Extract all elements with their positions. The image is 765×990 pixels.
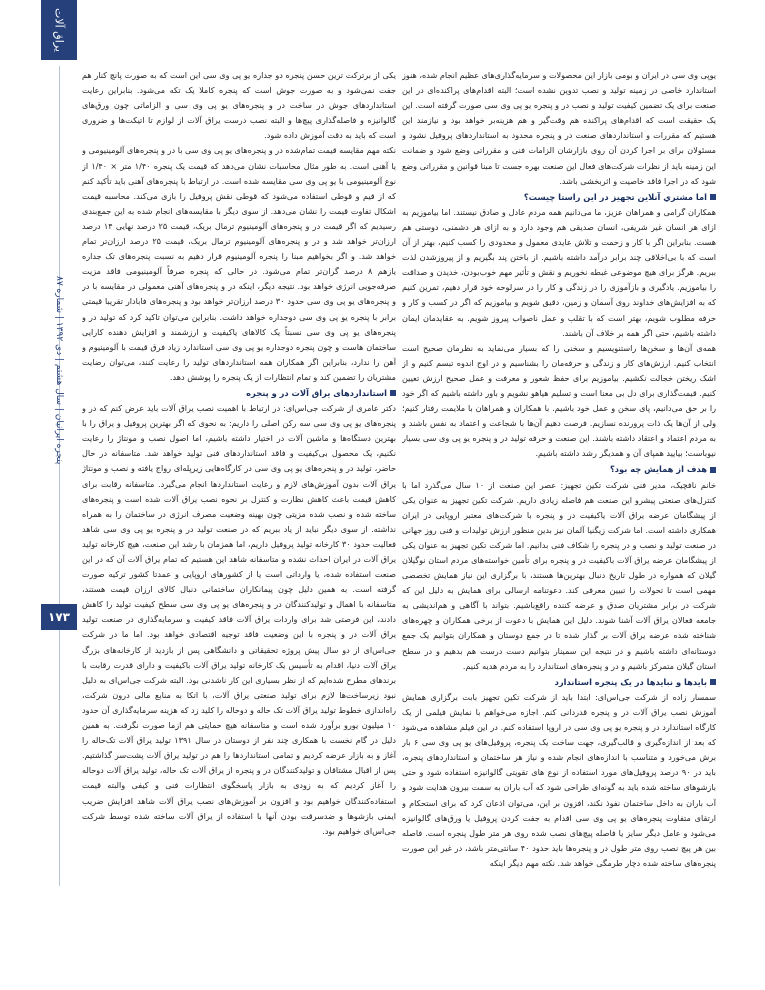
section-tab-label: یراق آلات (52, 8, 66, 52)
body-paragraph: یوپی وی سی در ایران و بومی بازار این محصولات و سرمایه‌گذاری‌های عظیم انجام شده، هنوز استاندارد خاصی در زمینه تولید و نصب تدوین نشده است؛ البته اقدام‌های پراکنده‌ای در این صنعت برای یک تضمین کیفیت تولید و نصب در و پنجره یو پی وی سی صورت گرفته است. این یک حقیقت است که اقدام‌های پراکنده هم وقت‌گیر و هم هزینه‌بر خواهد بود و نیازمند این هستیم که مقررات و استانداردهای صنعت در و پنجره محدود به استانداردهای پروفیل نشود و مسئولان برای بر اجرا کردن آن روی بازارشان الزامات فنی و مقرراتی وضع شود و ضمانت این زمینه باید از نظرات شرکت‌های فعال این صنعت بهره جست تا مبنا قوانین و مقرراتی وضع شود که در اجرا فاقد خاصیت و اثربخشی باشد. (402, 70, 716, 186)
square-bullet-icon (710, 194, 716, 200)
body-paragraph: دکتر عامری از شرکت جی‌اس‌ای: در ارتباط با اهمیت نصب یراق آلات باید عرض کنم که در و پنجره‌های یو پی وی سی سه رکن اصلی را داریم: به نحوی که اگر بهترین پروفیل و یراق را با بهترین دستگاه‌ها و ماشین آلات در اختیار داشته باشیم، اما اصول نصب و مونتاژ را رعایت نکنیم، یک محصول بی‌کیفیت و فاقد استانداردهای فنی تولید خواهد شد. متاسفانه در حال حاضر، تولید در و پنجره‌های یو پی وی سی در کارگاه‌هایی زیرپله‌ای رواج یافته و نصب و مونتاژ یراق آلات بدون آموزش‌های لازم و رعایت استانداردها انجام می‌گیرد. متاسفانه رقابت برای کاهش قیمت باعث کاهش نظارت و کنترل بر نحوه نصب یراق آلات شده است و پنجره‌های ساخته شده و نصب شده مزیتی چون بهینه وضعیت مصرف انرژی در ساختمان را به همراه نداشته. از سوی دیگر نباید از یاد ببریم که در صنعت تولید در و پنجره یو پی وی سی شاهد فعالیت حدود ۳۰ کارخانه تولید پروفیل داریم، اما همزمان با رشد این صنعت، هیچ کارخانه تولید یراق آلات در ایران احداث نشده و متاسفانه شاهد این هستیم که تمام یراق آلات آن که در این صنعت استفاده شده، یا وارداتی است یا از کشورهای اروپایی و عمدتا کشور ترکیه صورت گرفته است. به همین دلیل چون پیمانکاران ساختمانی دنبال کالای ارزان قیمت هستند، متاسفانه با اهمال و تولیدکنندگان در و پنجره‌های یو پی وی سی سطح کیفیت تولید را کاهش دادند، این فرصتی شد برای واردات یراق آلات فاقد کیفیت و سرمایه‌گذاری در صنعت تولید یراق آلات در و پنجره با این وضعیت فاقد توجیه اقتصادی خواهد بود. اما ما در شرکت جی‌اس‌ای از دو سال پیش پروژه تحقیقاتی و دانشگاهی پس از بازدید از کارخانه‌های بزرگ یراق آلات دنیا، اقدام به تأسیس یک کارخانه تولید یراق آلات باکیفیت و دارای قدرت رقابت با برندهای مطرح شده‌ایم که از نظر بسیاری این کار ناشدنی بود. البته شرکت جی‌اس‌ای به دلیل نبود زیرساخت‌ها لازم برای تولید صنعتی یراق آلات، با اتکا به منابع مالی درون شرکت، راه‌اندازی خطوط تولید یراق آلات تک حاله و دوحاله را کلید زد که هزینه سرمایه‌گذاری آن حدود ۱۰ میلیون یورو برآورد شده است و متاسفانه هیچ حمایتی هم ازما صورت نگرفت. به همین دلیل در گام نخست با همکاری چند نفر از دوستان در سال ۱۳۹۱ تولید یراق آلات تک‌حاله را آغاز و به بازار عرضه کردیم و تمامی استانداردها را هم در تولید یراق آلات پشت‌سر گذاشتیم. پس از اقبال مشتاقان و تولیدکنندگان در و پنجره از یراق آلات تک حاله، تولید یراق آلات دوحاله را آغاز کردیم که به زودی به بازار پاسخگوی انتظارات فنی و کیفی والبته قیمت استفاده‌کنندگان خواهیم بود و افزون بر آموزش‌های نصب یراق آلات شاهد افزایش ضریب ایمنی بازشوها و ضدسرقت بودن آنها با استفاده از یراق آلات ساخته شده توسط شرکت جی‌اس‌ای خواهیم بود. (82, 403, 396, 836)
section-heading-text: اما مشتریِ آنلاین تجهیز در این راستا چیست؟ (523, 191, 707, 202)
section-heading-text: هدف از همایش چه بود؟ (609, 464, 707, 475)
body-paragraph: همکاران گرامی و همراهان عزیز، ما می‌دانیم همه مردم عادل و صادق نیستند. اما بیاموزیم به ازای هر انسان غیر شریفی، انسان صدیقی هم وجود دارد و به ازای هر دشمنی، دوستی هم هست. بنابراین اگر با کار و زحمت و تلاش عایدی معمول و محدودی را کسب کنیم، بهتر از آن است که با بی‌اخلاقی چند برابر درآمد داشته باشیم. از باختن پند بگیریم و از پیروزشدن لذت ببریم. هرگز برای هیچ موضوعی غبطه نخوریم و نقش و تأثیر مهم خوب‌بودن، خدیدن و صداقت را بیاموزیم. یادگیری و بازآموزی را در زندگی و کار را در سرلوحه خود قرار دهیم، تمرین کنیم که به افزایش‌های خداوند روی آسمان و زمین، دقیق شویم و بیاموزیم که اگر در کسب و کار و حرفه مطلوب شویم، بهتر است که با تقلب و عمل ناصواب پیروز شویم. به عقایدمان ایمان داشته باشیم، حتی اگر همه بر خلاف آن باشند. (402, 206, 716, 338)
article-column-left (82, 68, 396, 928)
section-heading-text: بایدها و نبایدها در یک پنجره استاندارد (554, 676, 707, 687)
body-paragraph: خانم نافچیک، مدیر فنی شرکت تکین تجهیز: عصر این صنعت از ۱۰ سال می‌گذرد اما با کنترل‌های صنعتی پیشرو این صنعت هم فاصله زیادی داریم. شرکت تکین تجهیز به عنوان یکی از پیشگامان عرضه یراق آلات یاکیفیت در و پنجره با شرکت‌های معتبر اروپایی در ایران همکاری داشته است. اما شرکت زیگنیا آلمان نیز بدین منظور ارزش تولیدات و فنی روز جهانی در صنعت تولید و نصب و در پنجره را شکاف فنی بدانیم. اما شرکت تکین تجهیز به عنوان یکی از پیشگامان عرضه یراق آلات باکیفیت در و پنجره برای تأمین خواسته‌های مردم استان نوگیلان گیلان که همواره در طول تاریخ دنبال بهترین‌ها هستند، با برگزاری این نیاز همایش تخصصی مهمی است تا تحولات را تبیین معرفی کند. دعوتنامه ارسالی برای همایش به دلیل این که شرکت در برابر مشتریان صدق و عرضه کننده راقع‌باشیم. بتواند با آگاهی و هم‌اندیشی به جامعه فعالان یراق آلات آشنا شوند. دلیل این همایش با دعوت از برخی همکاران و چهره‌های شناخته شده عرضه یراق آلات بر گذار شده تا در جمع دوستان و همکاران بتوانیم یک جمع دوستانه‌ای داشته باشیم و در نتیجه این سمینار بتوانیم دست درست هم بدهیم و در سطح استان گیلان متمرکز باشیم و در و پنجره‌های استاندارد را به مردم هدیه کنیم. (402, 479, 716, 671)
body-paragraph: سمسار زاده از شرکت جی‌اس‌ای: ابتدا باید از شرکت تکین تجهیز بابت برگزاری همایش آموزش نصب یراق آلات در و پنجره قدردانی کنم. اجازه می‌خواهم با نمایش فیلمی از یک کارگاه استاندارد در و پنجره یو پی وی سی در اروپا استفاده کنم. در این فیلم مشاهده می‌شود که بعد از اندازه‌گیری و قالب‌گیری، جهت ساخت یک پنجره، پروفیل‌های یو پی وی سی ۶ بار برش می‌خورد و متناسب با اندازه‌های انجام شده و نیاز هر ساختمان و استانداردهای پنجره، باید در ۹۰ درصد پروفیل‌های مورد استفاده از نوع های تقویتی گالوانیزه استفاده شود و حتی بازشوهای ساخته شده باید به گونه‌ای طراحی شود که آب باران به سمت بیرون هدایت شود و آب باران به داخل ساختمان نفوذ نکند، افزون بر این، می‌توان اذعان کرد که برای استحکام و ارتقای متفاوت پنجره‌های یو پی وی سی اقدام به جفت کردن پروفیل یا ورق‌های گالوانیزه می‌شود و عامل دیگر سایز یا فاصله پیچ‌های نصب شده روی هر متر طول پنجره است. فاصله بین هر پیچ نصب روی متر طول در و پنجره‌ها باید حدود ۴۰ سانتی‌متر باشد، در غیر این صورت پنجره‌های ساخته شده دچار طرمگی خواهد شد. نکته مهم دیگر اینکه (402, 691, 716, 868)
body-paragraph: یکی از برترکت ترین حسن پنجره دو جداره یو پی وی سی این است که به صورت پانچ کنار هم جفت نمی‌شود و به صورت جوش است که پنجره کاملا یک تکه می‌شود. بنابراین رعایت استانداردهای جوش در ساخت در و پنجره‌های یو پی وی سی و الزاماتی چون ورق‌های گالوانیزه و فاصله‌گذاری پیچ‌ها و البته نصب درست یراق آلات از لوازم تا اتیکت‌ها و ضروری است که باید به دقت آموزش داده شود. (82, 70, 396, 141)
square-bullet-icon (710, 679, 716, 685)
square-bullet-icon (390, 390, 396, 396)
section-heading (402, 675, 716, 690)
body-paragraph: همه‌ی آن‌ها و سخن‌ها راستنویسیم و سخنی را که بسیار می‌نماید به نظرمان صحیح است انتخاب کنیم. ارزش‌های کار و زندگی و حرفه‌مان را بشناسیم و در اوج اندوه تبسم کنیم و از اشک ریختن خجالت نکشیم. بیاموزیم برای حفظ شعور و معرفت و عمل صحیح ارزش تعیین کنیم. قیمت‌گذاری برای دل بی معنا است و تسلیم هیاهو نشویم و باور داشته باشیم که اگر خود را بر حق می‌دانیم، پای سخن و عمل خود باشیم. با همکاران و همراهان با ملایمت رفتار کنیم؛ ولی از آن‌ها یک ذات پرورنده نسازیم. فرصت دهیم آن‌ها با شجاعت و اعتماد به نفس باشند و به مردم اعتماد و اعتقاد داشته باشند. این صنعت و حرفه تولید در و پنجره یو پی وی سی بسیار نیوباست؛ بیایید همپای آن و همدیگر رشد داشته باشیم. (402, 342, 716, 459)
page-number: ۱۷۳ (41, 604, 77, 630)
running-head (47, 140, 71, 600)
section-tab (41, 0, 77, 60)
body-paragraph: نکته مهم مقایسه قیمت تمام‌شده در و پنجره‌های یو پی وی سی با در و پنجره‌های آلومینیومی و یا آهنی است. به طور مثال محاسبات نشان می‌دهد که قیمت یک پنجره ۱/۴۰ متر × ۱/۴۰ از نوع آلومینیومی با یو پی وی سی مقایسه شده است. در ارتباط با پنجره‌های آهنی باید تأکید کنم که از قیم و قوطی استفاده می‌شود که قوطی نقش پروفیل را بازی می‌کند. محاسبه قیمت اشکال تفاوت قیمت را نشان می‌دهد. از سوی دیگر با مقایسه‌های انجام شده به این جمع‌بندی رسیدیم که اگر قیمت در و پنجره‌های آلومینیوم ترمال بریک، قیمت ۲۵ درصد نهایی ۱۴ درصد ارزان‌تر خواهد شد و در و پنجره‌های آلومینیوم ترمال بریک، قیمت ۲۵ درصد ارزان‌تر تمام خواهد شد. و اگر بخواهیم مبنا را پنجره آلومینیوم قرار دهیم به نسبت پنجره‌های تک جداره یازهم ۸ درصد گران‌تر تمام می‌شود. در حالی که پنجره صرفاً آلومینیومی فاقد مزیت صرفه‌جویی انرژی خواهد بود. نتیجه دیگر، اینکه در و پنجره‌های آهنی معمولی در مقایسه با در و پنجره‌های یو پی وی سی حدود ۳۰ درصد ارزان‌تر خواهد بود و پنجره‌های فابادار تقریبا قیمتی برابر با پنجره یو پی وی سی دوجداره خواهد داشت. بنابراین می‌توان تاکید کرد که تولید در و پنجره‌های یو پی وی سی نسبتاً یک کالاهای یاکیفیت و ارزشمند و افزایش دهنده کارایی ساختمان هاست و چون پنجره دوجداره یو پی وی سی استاندارد زیاد فرق قیمت با آلومینیوم و آهن را ندارد، بنابراین اگر همکاران همه استانداردهای تولید را رعایت کنند، می‌توان رضایت مشتریان را تضمین کند و تمام انتظارات از یک پنجره را پوشش دهد. (82, 145, 396, 382)
running-head-text: پنجره ایرانیان | سال هشتم | دی ۱۳۹۲ | شماره ۸۷ (54, 275, 64, 465)
section-heading (402, 462, 716, 477)
section-heading-text: استانداردهای یراق آلات در و پنجره (246, 387, 387, 398)
section-heading (402, 190, 716, 205)
square-bullet-icon (710, 467, 716, 473)
section-heading (82, 386, 396, 401)
article-column-right (402, 68, 716, 928)
